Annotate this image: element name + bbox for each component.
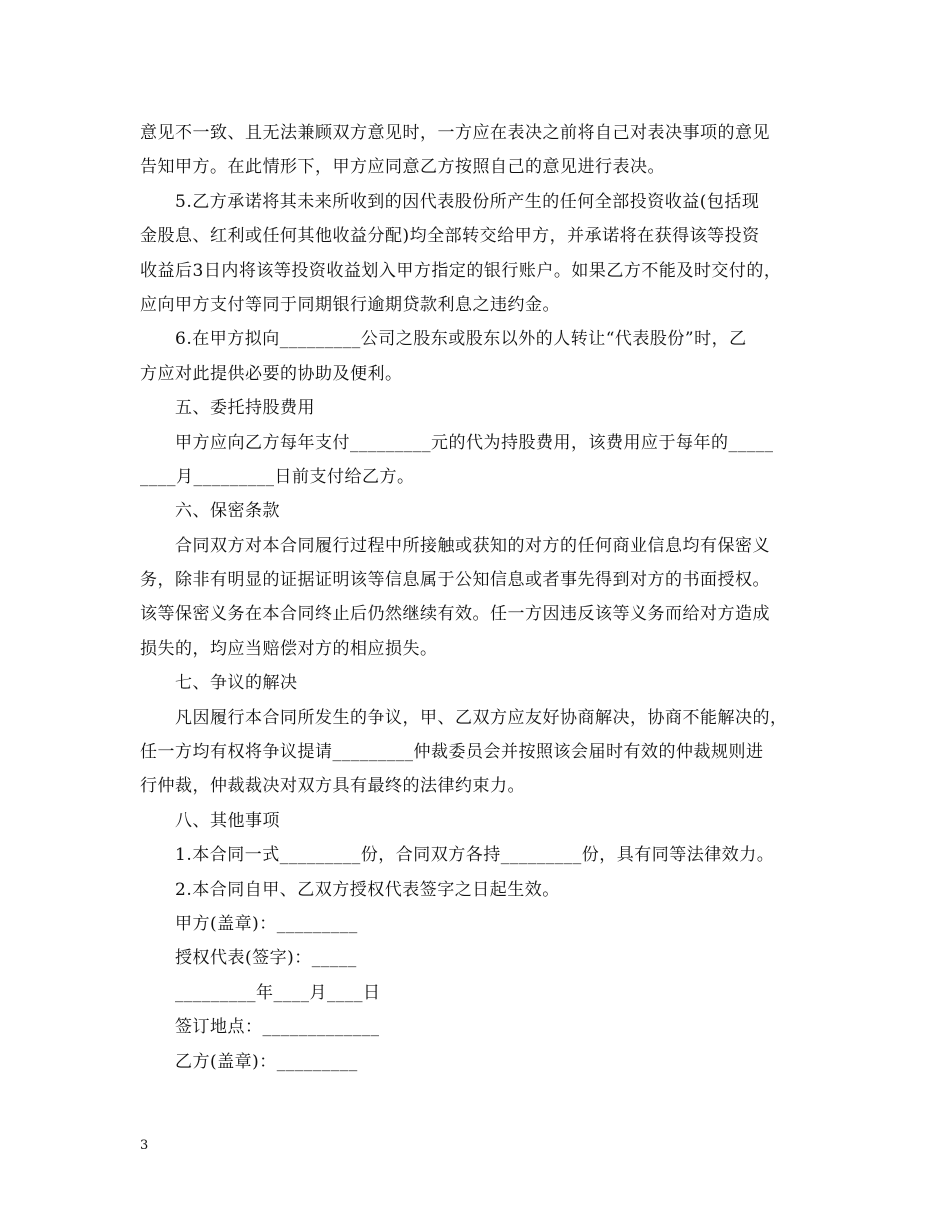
- signature-line-representative: 授权代表(签字)：_____: [140, 948, 357, 969]
- text-line: 2.本合同自甲、乙双方授权代表签字之日起生效。: [140, 879, 560, 900]
- section-heading: 八、其他事项: [140, 810, 280, 831]
- text-line: 务，除非有明显的证据证明该等信息属于公知信息或者事先得到对方的书面授权。: [140, 570, 770, 591]
- page-number: 3: [140, 1138, 149, 1153]
- section-heading: 五、委托持股费用: [140, 398, 315, 419]
- text-line: 5.乙方承诺将其未来所收到的因代表股份所产生的任何全部投资收益(包括现: [140, 191, 760, 212]
- text-line: 甲方应向乙方每年支付_________元的代为持股费用，该费用应于每年的_____: [140, 432, 774, 453]
- text-line: 金股息、红利或任何其他收益分配)均全部转交给甲方，并承诺将在获得该等投资: [140, 226, 760, 247]
- signature-line-place: 签订地点：_____________: [140, 1017, 380, 1038]
- text-line: ____月_________日前支付给乙方。: [140, 466, 415, 487]
- text-line: 该等保密义务在本合同终止后仍然继续有效。任一方因违反该等义务而给对方造成: [140, 604, 770, 625]
- signature-line-party-a: 甲方(盖章)：_________: [140, 913, 358, 934]
- text-line: 1.本合同一式_________份，合同双方各持_________份，具有同等法律效力。: [140, 845, 775, 866]
- section-heading: 六、保密条款: [140, 501, 280, 522]
- text-line: 6.在甲方拟向_________公司之股东或股东以外的人转让“代表股份”时，乙: [140, 329, 747, 350]
- text-line: 方应对此提供必要的协助及便利。: [140, 363, 403, 384]
- section-heading: 七、争议的解决: [140, 673, 298, 694]
- signature-line-party-b: 乙方(盖章)：_________: [140, 1051, 358, 1072]
- text-line: 意见不一致、且无法兼顾双方意见时，一方应在表决之前将自己对表决事项的意见: [140, 123, 770, 143]
- document-body: [140, 116, 812, 1079]
- text-line: 行仲裁，仲裁裁决对双方具有最终的法律约束力。: [140, 776, 525, 797]
- text-line: 应向甲方支付等同于同期银行逾期贷款利息之违约金。: [140, 294, 560, 315]
- text-line: 收益后3日内将该等投资收益划入甲方指定的银行账户。如果乙方不能及时交付的，: [140, 260, 782, 281]
- text-line: 损失的，均应当赔偿对方的相应损失。: [140, 638, 438, 659]
- signature-line-date: _________年____月____日: [140, 982, 381, 1003]
- text-line: 合同双方对本合同履行过程中所接触或获知的对方的任何商业信息均有保密义: [140, 535, 770, 556]
- text-line: 告知甲方。在此情形下，甲方应同意乙方按照自己的意见进行表决。: [140, 157, 665, 178]
- text-line: 凡因履行本合同所发生的争议，甲、乙双方应友好协商解决，协商不能解决的，: [140, 707, 788, 728]
- text-line: 任一方均有权将争议提请_________仲裁委员会并按照该会届时有效的仲裁规则进: [140, 742, 764, 763]
